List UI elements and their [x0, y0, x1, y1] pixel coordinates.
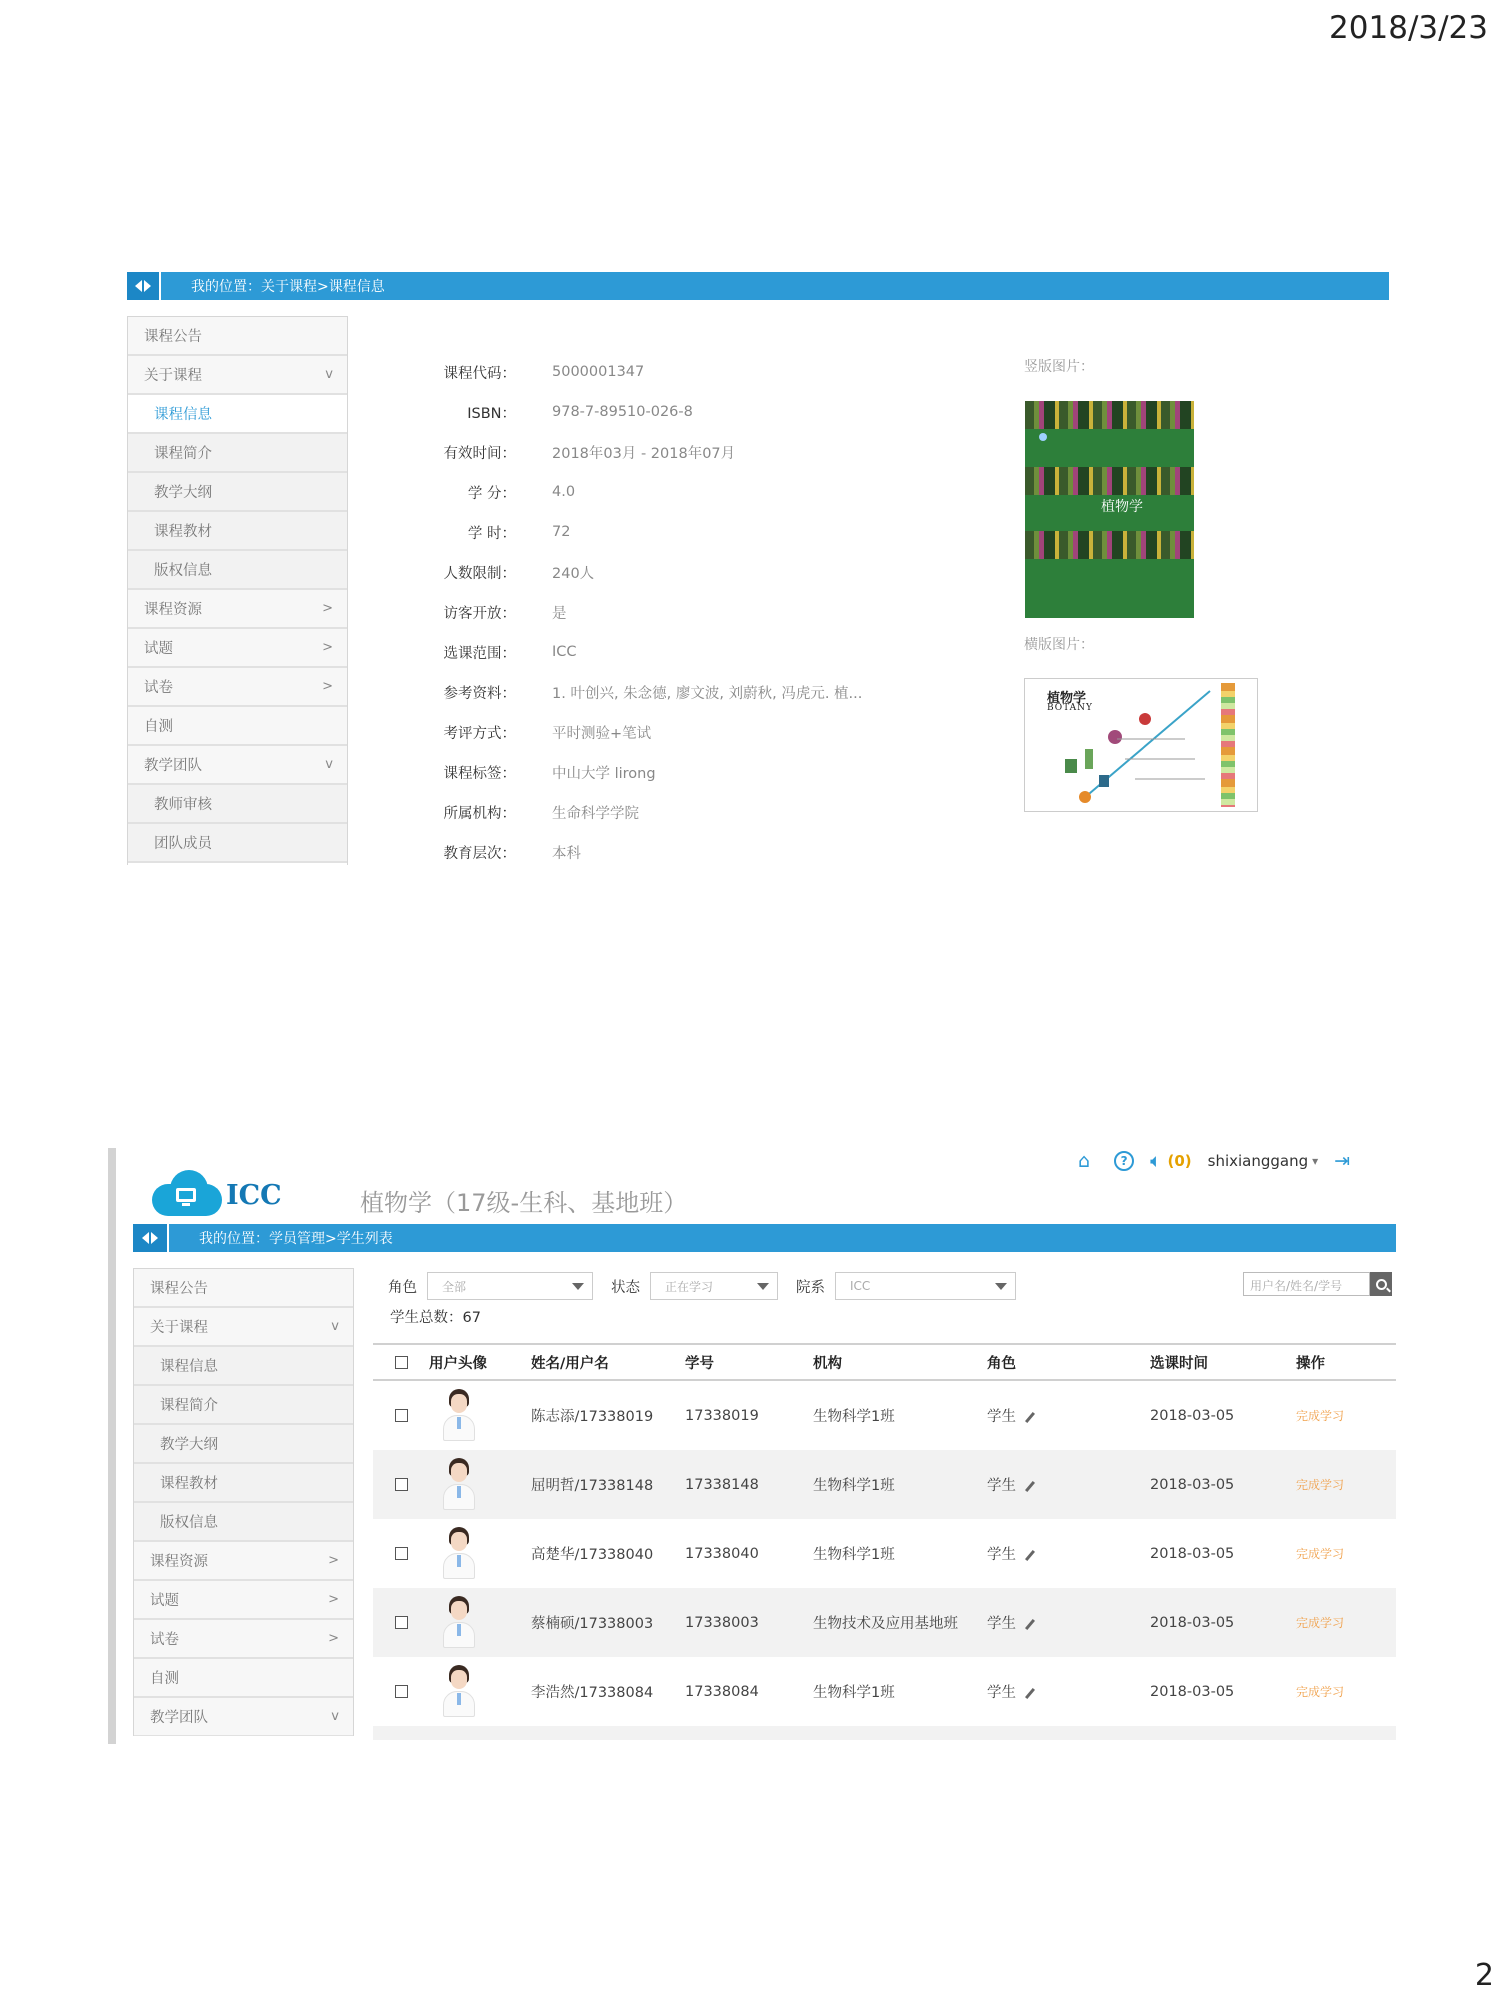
edit-pencil-icon[interactable]: [1025, 1411, 1035, 1422]
chevron-right-icon: >: [328, 1631, 339, 1646]
avatar: [437, 1665, 483, 1719]
info-row: [430, 352, 990, 392]
sidebar-item[interactable]: [128, 824, 347, 863]
info-row: [430, 592, 990, 632]
info-label: 学 分：: [467, 485, 516, 502]
enroll-time: 2018-03-05: [1150, 1545, 1235, 1562]
status-filter-label: 状态: [611, 1279, 640, 1296]
arrow-left-icon: [135, 280, 142, 292]
chevron-right-icon: >: [328, 1592, 339, 1607]
info-row: [430, 792, 990, 832]
sidebar-item[interactable]: [134, 1581, 353, 1620]
page-number: 2: [1474, 1958, 1494, 1993]
sidebar-item[interactable]: [128, 473, 347, 512]
chevron-right-icon: >: [322, 601, 333, 616]
info-value: 978-7-89510-026-8: [552, 404, 693, 420]
notice-count[interactable]: (0): [1167, 1152, 1192, 1170]
student-org: 生物技术及应用基地班: [813, 1616, 958, 1632]
complete-study-link[interactable]: 完成学习: [1296, 1685, 1345, 1699]
row-checkbox-cell: [373, 1547, 429, 1560]
table-row: [373, 1450, 1396, 1519]
sidebar-item[interactable]: [128, 668, 347, 707]
student-role: 学生: [987, 1685, 1016, 1701]
col-time: 选课时间: [1150, 1355, 1208, 1372]
table-row: [373, 1519, 1396, 1588]
horizontal-cover-image: [1024, 678, 1258, 812]
arrow-left-icon: [142, 1232, 149, 1244]
sidebar-item[interactable]: [134, 1308, 353, 1347]
student-name: 高楚华/17338040: [531, 1547, 654, 1563]
col-op: 操作: [1296, 1355, 1325, 1372]
info-label: 参考资料：: [443, 685, 516, 702]
page-date: 2018/3/23: [1329, 10, 1488, 46]
sidebar-item[interactable]: [128, 785, 347, 824]
info-label: 人数限制：: [443, 565, 516, 582]
course-info-panel: [430, 352, 990, 872]
table-row: [373, 1588, 1396, 1657]
table-header: [373, 1343, 1396, 1381]
sidebar-item-label: 教学团队: [144, 758, 202, 774]
help-icon[interactable]: ?: [1114, 1151, 1134, 1171]
student-table: [373, 1343, 1396, 1740]
arrow-right-icon: [144, 280, 151, 292]
edit-pencil-icon[interactable]: [1025, 1618, 1035, 1629]
op-cell: [1296, 1683, 1396, 1700]
search-input[interactable]: 用户名/姓名/学号: [1243, 1272, 1370, 1296]
cover-h-color-strip: [1221, 683, 1235, 807]
enroll-time: 2018-03-05: [1150, 1407, 1235, 1424]
cover-h-subtitle: BOTANY: [1047, 703, 1093, 713]
sidebar-item-label: 关于课程: [144, 368, 202, 384]
chevron-down-icon: [757, 1283, 769, 1290]
sidebar-item[interactable]: [134, 1386, 353, 1425]
info-label: 学 时：: [467, 525, 516, 542]
complete-study-link[interactable]: 完成学习: [1296, 1478, 1345, 1492]
user-dropdown-icon[interactable]: ▾: [1312, 1154, 1319, 1168]
info-label: 所属机构：: [443, 805, 516, 822]
avatar-cell: [429, 1596, 531, 1650]
info-row: [430, 432, 990, 472]
sidebar-item-label: 版权信息: [154, 563, 212, 579]
info-value: 平时测验+笔试: [552, 725, 652, 742]
select-all-checkbox[interactable]: [395, 1356, 408, 1369]
course-title: 植物学（17级-生科、基地班）: [360, 1189, 688, 1217]
cover-h-title: 植物学: [1047, 691, 1087, 706]
op-cell: [1296, 1614, 1396, 1631]
student-id: 17338148: [685, 1476, 759, 1493]
col-avatar: 用户头像: [429, 1355, 487, 1372]
avatar: [437, 1458, 483, 1512]
info-value: 2018年03月 - 2018年07月: [552, 445, 736, 462]
sidebar-item[interactable]: [134, 1698, 353, 1736]
enroll-time: 2018-03-05: [1150, 1476, 1235, 1493]
avatar: [437, 1596, 483, 1650]
sidebar-item-label: 关于课程: [150, 1320, 208, 1336]
student-role-cell: [987, 1681, 1150, 1702]
info-row: [430, 712, 990, 752]
sidebar-item[interactable]: [134, 1542, 353, 1581]
student-role-cell: [987, 1474, 1150, 1495]
row-checkbox[interactable]: [395, 1547, 408, 1560]
sidebar-item[interactable]: [134, 1464, 353, 1503]
vertical-image-label: 竖版图片：: [1024, 359, 1094, 375]
student-role-cell: [987, 1405, 1150, 1426]
sidebar: [127, 316, 348, 865]
vertical-cover-image: [1025, 401, 1194, 618]
sidebar-item[interactable]: [128, 629, 347, 668]
table-row: [373, 1657, 1396, 1726]
info-label: 课程标签：: [443, 765, 516, 782]
student-org: 生物科学1班: [813, 1478, 895, 1494]
op-cell: [1296, 1407, 1396, 1424]
avatar: [437, 1389, 483, 1443]
student-total: [390, 1306, 481, 1327]
col-role: 角色: [987, 1355, 1016, 1372]
publisher-logo-icon: [1039, 433, 1047, 441]
arrow-right-icon: [151, 1232, 158, 1244]
chevron-right-icon: >: [322, 679, 333, 694]
sidebar-item-label: 团队成员: [154, 836, 212, 852]
logo-text: ICC: [226, 1180, 282, 1211]
search-icon: [1376, 1279, 1387, 1290]
info-row: [430, 672, 990, 712]
chevron-down-icon: v: [331, 1709, 339, 1724]
info-label: 课程代码：: [443, 365, 516, 382]
sidebar-item-label: 自测: [150, 1671, 179, 1687]
sidebar-item-label: 课程简介: [154, 446, 212, 462]
sidebar-item-label: 教师审核: [154, 797, 212, 813]
search-button[interactable]: [1370, 1272, 1392, 1296]
sidebar-2: [133, 1268, 354, 1736]
sidebar-item-label: 教学大纲: [160, 1437, 218, 1453]
sidebar-item[interactable]: [128, 356, 347, 395]
sidebar-item-label: 试题: [144, 641, 173, 657]
student-name: 蔡楠硕/17338003: [531, 1616, 654, 1632]
sidebar-item-label: 试卷: [150, 1632, 179, 1648]
complete-study-link[interactable]: 完成学习: [1296, 1409, 1345, 1423]
chevron-down-icon: v: [325, 367, 333, 382]
avatar-cell: [429, 1458, 531, 1512]
home-icon[interactable]: ⌂: [1078, 1150, 1091, 1172]
student-org: 生物科学1班: [813, 1409, 895, 1425]
dept-select-value: ICC: [850, 1279, 871, 1293]
info-row: [430, 632, 990, 672]
complete-study-link[interactable]: 完成学习: [1296, 1616, 1345, 1630]
info-label: ISBN：: [467, 405, 516, 422]
info-row: [430, 472, 990, 512]
role-filter-label: 角色: [388, 1279, 417, 1296]
info-value: 4.0: [552, 484, 576, 500]
avatar-cell: [429, 1527, 531, 1581]
info-label: 有效时间：: [443, 445, 516, 462]
info-row: [430, 392, 990, 432]
sidebar-item-label: 课程资源: [144, 602, 202, 618]
info-label: 选课范围：: [443, 645, 516, 662]
student-role: 学生: [987, 1409, 1016, 1425]
sidebar-item[interactable]: [134, 1659, 353, 1698]
breadcrumb: 我的位置：关于课程>课程信息: [191, 279, 385, 295]
icc-logo-icon: [152, 1168, 222, 1216]
student-role: 学生: [987, 1547, 1016, 1563]
sidebar-item-label: 课程教材: [160, 1476, 218, 1492]
info-row: [430, 552, 990, 592]
sidebar-item-label: 试题: [150, 1593, 179, 1609]
student-role: 学生: [987, 1616, 1016, 1632]
info-value: 本科: [552, 845, 581, 862]
location-bar-2: [133, 1224, 1396, 1252]
row-checkbox-cell: [373, 1685, 429, 1698]
info-value: 5000001347: [552, 364, 645, 380]
dept-select[interactable]: [835, 1272, 1016, 1300]
info-value: 240人: [552, 565, 595, 582]
col-id: 学号: [685, 1355, 714, 1372]
info-label: 考评方式：: [443, 725, 516, 742]
student-id: 17338084: [685, 1683, 759, 1700]
row-checkbox-cell: [373, 1478, 429, 1491]
sidebar-item[interactable]: [134, 1269, 353, 1308]
row-checkbox-cell: [373, 1409, 429, 1422]
complete-study-link[interactable]: 完成学习: [1296, 1547, 1345, 1561]
student-name: 陈志添/17338019: [531, 1409, 654, 1425]
row-checkbox[interactable]: [395, 1409, 408, 1422]
sidebar-item-label: 自测: [144, 719, 173, 735]
edit-pencil-icon[interactable]: [1025, 1549, 1035, 1560]
sidebar-item[interactable]: [128, 551, 347, 590]
student-total-value: 67: [462, 1310, 481, 1326]
edit-pencil-icon[interactable]: [1025, 1480, 1035, 1491]
location-bar: [127, 272, 1389, 300]
student-org: 生物科学1班: [813, 1685, 895, 1701]
enroll-time: 2018-03-05: [1150, 1683, 1235, 1700]
chevron-right-icon: >: [322, 640, 333, 655]
sidebar-item-label: 课程公告: [144, 329, 202, 345]
status-select-value: 正在学习: [665, 1279, 714, 1294]
chevron-down-icon: v: [325, 757, 333, 772]
row-checkbox[interactable]: [395, 1478, 408, 1491]
student-total-label: 学生总数：: [390, 1310, 463, 1326]
info-row: [430, 752, 990, 792]
sidebar-item[interactable]: [128, 512, 347, 551]
col-org: 机构: [813, 1355, 842, 1372]
op-cell: [1296, 1545, 1396, 1562]
row-checkbox[interactable]: [395, 1616, 408, 1629]
sidebar-item-label: 课程简介: [160, 1398, 218, 1414]
row-checkbox[interactable]: [395, 1685, 408, 1698]
sidebar-item-label: 教学大纲: [154, 485, 212, 501]
table-row: [373, 1381, 1396, 1450]
role-select-value: 全部: [442, 1279, 467, 1294]
avatar-cell: [429, 1389, 531, 1443]
student-id: 17338040: [685, 1545, 759, 1562]
sidebar-item-label: 课程教材: [154, 524, 212, 540]
sidebar-item[interactable]: [128, 590, 347, 629]
info-value: ICC: [552, 644, 577, 660]
dept-filter-label: 院系: [796, 1279, 825, 1296]
sidebar-item[interactable]: [134, 1347, 353, 1386]
info-value: 72: [552, 524, 571, 540]
student-role-cell: [987, 1612, 1150, 1633]
chevron-down-icon: v: [331, 1319, 339, 1334]
sidebar-item-label: 教学团队: [150, 1710, 208, 1726]
sidebar-item-label: 版权信息: [160, 1515, 218, 1531]
status-select[interactable]: [650, 1272, 778, 1300]
edit-pencil-icon[interactable]: [1025, 1687, 1035, 1698]
student-id: 17338003: [685, 1614, 759, 1631]
cover-title: 植物学: [1101, 499, 1143, 515]
window-edge: [108, 1148, 116, 1744]
sidebar-item[interactable]: [134, 1620, 353, 1659]
sidebar-toggle-button[interactable]: [127, 272, 161, 300]
logout-icon[interactable]: ⇥: [1334, 1150, 1351, 1172]
sidebar-item-label: 课程信息: [154, 407, 212, 423]
sidebar-item[interactable]: [128, 707, 347, 746]
username[interactable]: shixianggang: [1207, 1152, 1309, 1170]
info-label: 教育层次：: [443, 845, 516, 862]
sidebar-item[interactable]: [128, 746, 347, 785]
avatar: [437, 1527, 483, 1581]
table-row-partial: [373, 1726, 1396, 1740]
row-checkbox-cell: [373, 1616, 429, 1629]
info-value: 生命科学学院: [552, 805, 639, 822]
speaker-icon[interactable]: 🔈︎: [1150, 1150, 1162, 1172]
student-org: 生物科学1班: [813, 1547, 895, 1563]
student-name: 李浩然/17338084: [531, 1685, 654, 1701]
breadcrumb-2: 我的位置：学员管理>学生列表: [199, 1231, 393, 1247]
sidebar-item-label: 课程信息: [160, 1359, 218, 1375]
info-label: 访客开放：: [443, 605, 516, 622]
col-name: 姓名/用户名: [531, 1355, 609, 1372]
student-role: 学生: [987, 1478, 1016, 1494]
op-cell: [1296, 1476, 1396, 1493]
sidebar-item[interactable]: [128, 317, 347, 356]
chevron-down-icon: [572, 1283, 584, 1290]
sidebar-item-label: 试卷: [144, 680, 173, 696]
sidebar-item-label: 课程资源: [150, 1554, 208, 1570]
info-row: [430, 832, 990, 872]
sidebar-item[interactable]: [134, 1503, 353, 1542]
student-role-cell: [987, 1543, 1150, 1564]
top-nav: [1078, 1150, 1350, 1172]
student-name: 屈明哲/17338148: [531, 1478, 654, 1494]
avatar-cell: [429, 1665, 531, 1719]
role-select[interactable]: [427, 1272, 593, 1300]
horizontal-image-label: 横版图片：: [1024, 637, 1094, 653]
enroll-time: 2018-03-05: [1150, 1614, 1235, 1631]
filter-bar: [388, 1272, 1034, 1300]
sidebar-item[interactable]: [128, 395, 347, 434]
info-row: [430, 512, 990, 552]
chevron-right-icon: >: [328, 1553, 339, 1568]
sidebar-toggle-button-2[interactable]: [133, 1224, 169, 1252]
chevron-down-icon: [995, 1283, 1007, 1290]
sidebar-item[interactable]: [128, 434, 347, 473]
info-value: 中山大学 lirong: [552, 765, 656, 782]
student-id: 17338019: [685, 1407, 759, 1424]
sidebar-item-label: 课程公告: [150, 1281, 208, 1297]
info-value: 是: [552, 605, 567, 622]
sidebar-item[interactable]: [134, 1425, 353, 1464]
info-value: 1. 叶创兴, 朱念德, 廖文波, 刘蔚秋, 冯虎元. 植...: [552, 685, 863, 702]
